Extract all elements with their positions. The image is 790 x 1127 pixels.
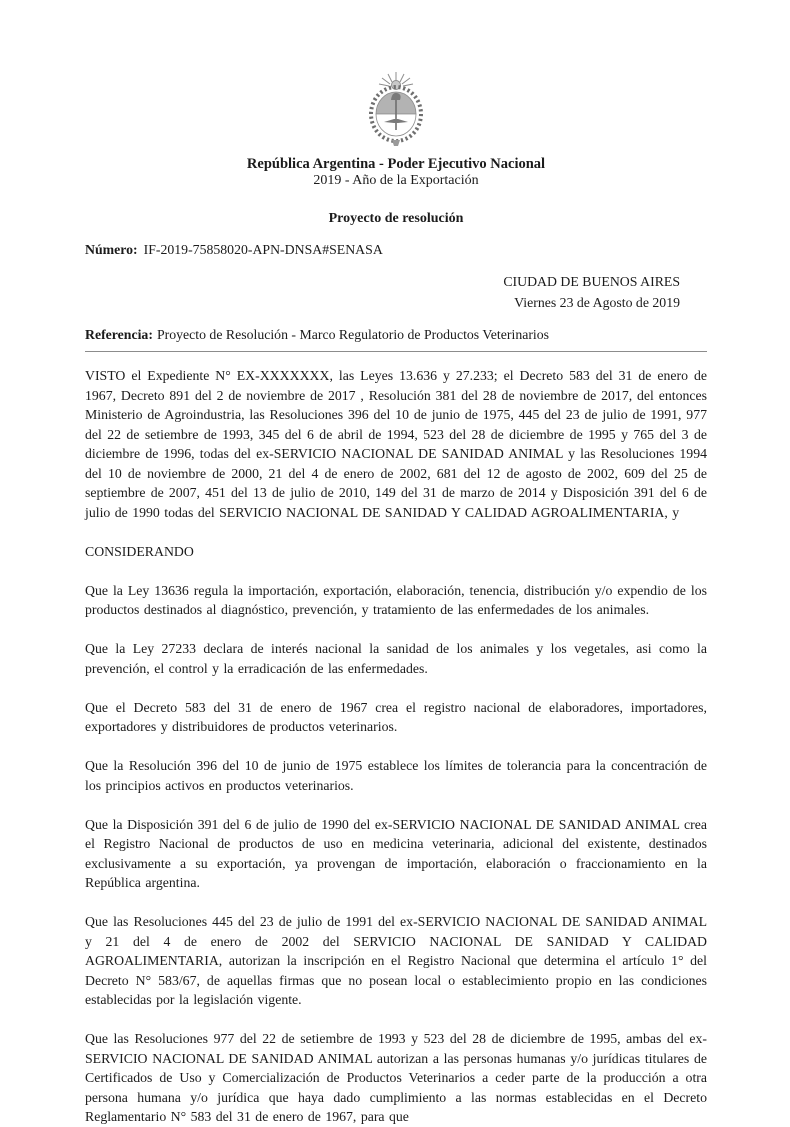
paragraph: Que el Decreto 583 del 31 de enero de 1967 crea el registro nacional de elaboradores, importadores, exportadores y distribuidores de productos veterinarios. (85, 699, 707, 734)
city-date-block (85, 271, 707, 313)
paragraph-visto: VISTO el Expediente N° EX-XXXXXXX, las Leyes 13.636 y 27.233; el Decreto 583 del 31 de enero de 1967, Decreto 891 del 2 de noviembre de 2017 , Resolución 381 del 28 de noviembre de 2017, del entonces Ministerio de Agroindustria, las Resoluciones 396 del 10 de junio de 1975, 445 del 23 de julio de 1991, 977 del 22 de setiembre de 1993, 345 del 6 de abril de 1994, 523 del 28 de diciembre de 1995 y 765 del 3 de diciembre de 1996, todas del ex-SERVICIO NACIONAL DE SANIDAD ANIMAL y las Resoluciones 1994 del 10 de noviembre de 2000, 21 del 4 de enero de 2002, 681 del 12 de agosto de 2002, 609 del 25 de septiembre de 2007, 451 del 13 de julio de 2010, 149 del 31 de marzo de 2014 y Disposición 391 del 6 de julio de 1990 todas del SERVICIO NACIONAL DE SANIDAD Y CALIDAD AGROALIMENTARIA, y (85, 368, 707, 520)
referencia-row (85, 326, 707, 344)
paragraph-considerando: CONSIDERANDO (85, 543, 194, 559)
document-body (85, 366, 707, 1127)
paragraph: Que las Resoluciones 977 del 22 de setiembre de 1993 y 523 del 28 de diciembre de 1995, ambas del ex-SERVICIO NACIONAL DE SANIDAD ANIMAL autorizan a las personas humanas y/o jurídicas titulares de Certificados de Uso y Comercialización de Productos Veterinarios a ceder parte de la producción a otra persona humana y/o jurídica que haya dado cumplimiento a las normas establecidas en el Decreto Reglamentario N° 583 del 31 de enero de 1967, para que (85, 1031, 707, 1124)
numero-value: IF-2019-75858020-APN-DNSA#SENASA (143, 242, 383, 257)
page-title: República Argentina - Poder Ejecutivo Nacional (246, 156, 546, 172)
document-number-row (85, 241, 707, 259)
paragraph: Que la Ley 27233 declara de interés nacional la sanidad de los animales y los vegetales, asi como la prevención, el control y la erradicación de las enfermedades. (85, 641, 707, 676)
city-line: CIUDAD DE BUENOS AIRES (503, 274, 680, 289)
paragraph: Que las Resoluciones 445 del 23 de julio de 1991 del ex-SERVICIO NACIONAL DE SANIDAD ANIMAL y 21 del 4 de enero de 2002 del SERVICIO NACIONAL DE SANIDAD Y CALIDAD AGROALIMENTARIA, autorizan la inscripción en el Registro Nacional que determina el artículo 1° del Decreto N° 583/67, de aquellas firmas que no posean local o establecimiento propio en las condiciones establecidas por la legislación vigente. (85, 914, 707, 1007)
document-type-title: Proyecto de resolución (328, 211, 464, 226)
emblem-container (85, 0, 707, 153)
referencia-label: Referencia: (85, 327, 153, 342)
divider (85, 351, 707, 352)
numero-label: Número: (85, 242, 138, 257)
paragraph: Que la Ley 13636 regula la importación, exportación, elaboración, tenencia, distribución y/o expendio de los productos destinados al diagnóstico, prevención, y tratamiento de las enfermedades de los animales. (85, 582, 707, 617)
argentina-coat-of-arms-icon (350, 72, 442, 148)
page-subtitle: 2019 - Año de la Exportación (313, 173, 479, 188)
paragraph: Que la Resolución 396 del 10 de junio de 1975 establece los límites de tolerancia para la concentración de los principios activos en productos veterinarios. (85, 758, 707, 793)
referencia-value: Proyecto de Resolución - Marco Regulatorio de Productos Veterinarios (156, 327, 550, 342)
date-line: Viernes 23 de Agosto de 2019 (514, 295, 680, 310)
paragraph: Que la Disposición 391 del 6 de julio de 1990 del ex-SERVICIO NACIONAL DE SANIDAD ANIMAL crea el Registro Nacional de productos de uso en medicina veterinaria, adicional del existente, destinados exclusivamente a su exportación, ya provengan de importación, elaboración o fraccionamiento en la República argentina. (85, 816, 707, 890)
